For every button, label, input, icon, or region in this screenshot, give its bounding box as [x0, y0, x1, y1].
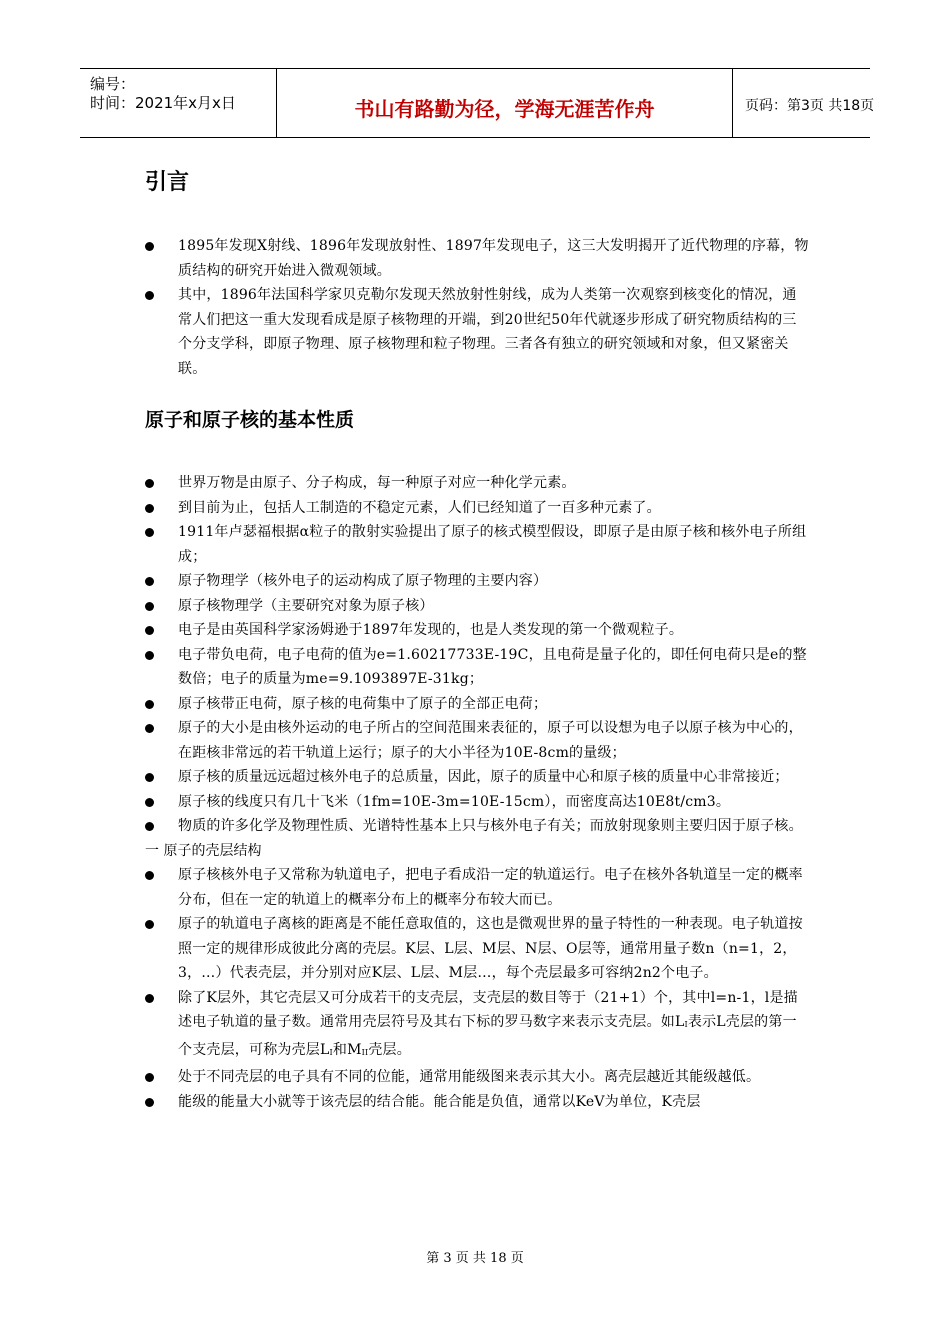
list-item: 原子核物理学（主要研究对象为原子核）: [145, 594, 810, 619]
list-item: 物质的许多化学及物理性质、光谱特性基本上只与核外电子有关；而放射现象则主要归因于原子核。: [145, 814, 810, 839]
bullet-icon: [145, 700, 154, 709]
section-title-introduction: 引言: [145, 170, 190, 195]
list-item: 到目前为止，包括人工制造的不稳定元素，人们已经知道了一百多种元素了。: [145, 496, 810, 521]
subsection-title-shell-structure: 一 原子的壳层结构: [145, 842, 262, 859]
bullet-icon: [145, 602, 154, 611]
list-item: 除了K层外，其它壳层又可分成若干的支壳层，支壳层的数目等于（21+1）个，其中l=n-1，l是描述电子轨道的量子数。通常用壳层符号及其右下标的罗马数字来表示支壳层。如$L_I$表示L壳层的第一个支壳层，可称为壳层$L_I$和$M_{II}$壳层。: [145, 986, 810, 1066]
header-info-cell: [80, 69, 277, 137]
list-item: 原子的轨道电子离核的距离是不能任意取值的，这也是微观世界的量子特性的一种表现。电子轨道按照一定的规律形成彼此分离的壳层。K层、L层、M层、N层、O层等，通常用量子数n（n=1，2，3，…）代表壳层，并分别对应K层、L层、M层…，每个壳层最多可容纳2n2个电子。: [145, 912, 810, 986]
header-motto-cell: [277, 69, 733, 137]
document-number-label: 编号：: [90, 75, 136, 93]
bullet-icon: [145, 626, 154, 635]
list-item: 能级的能量大小就等于该壳层的结合能。能合能是负值，通常以KeV为单位，K壳层: [145, 1090, 810, 1115]
header-table: [80, 68, 875, 138]
list-item: 1895年发现X射线、1896年发现放射性、1897年发现电子，这三大发明揭开了近代物理的序幕，物质结构的研究开始进入微观领域。: [145, 234, 810, 283]
bullet-icon: [145, 242, 154, 251]
list-item: 电子带负电荷，电子电荷的值为e=1.60217733E-19C，且电荷是量子化的，即任何电荷只是e的整数倍；电子的质量为me=9.1093897E-31kg；: [145, 643, 810, 692]
document-time-label: 时间：2021年x月x日: [90, 94, 236, 112]
list-item: 世界万物是由原子、分子构成，每一种原子对应一种化学元素。: [145, 471, 810, 496]
bullet-icon: [145, 479, 154, 488]
bullet-icon: [145, 994, 154, 1003]
bullet-icon: [145, 504, 154, 513]
bullet-icon: [145, 920, 154, 929]
list-item: 原子核核外电子又常称为轨道电子，把电子看成沿一定的轨道运行。电子在核外各轨道呈一定的概率分布，但在一定的轨道上的概率分布上的概率分布较大而已。: [145, 863, 810, 912]
header-motto: 书山有路勤为径，学海无涯苦作舟: [354, 97, 655, 121]
bullet-icon: [145, 1073, 154, 1082]
list-item: 原子的大小是由核外运动的电子所占的空间范围来表征的，原子可以设想为电子以原子核为中心的，在距核非常远的若干轨道上运行；原子的大小半径为10E-8cm的量级；: [145, 716, 810, 765]
list-item: 电子是由英国科学家汤姆逊于1897年发现的，也是人类发现的第一个微观粒子。: [145, 618, 810, 643]
bullet-icon: [145, 528, 154, 537]
bullet-icon: [145, 724, 154, 733]
section-title-atomic-properties: 原子和原子核的基本性质: [145, 409, 355, 431]
atomic-properties-list: [145, 471, 810, 839]
header-page-number: 页码：第3页 共18页: [745, 98, 875, 114]
list-item: 其中，1896年法国科学家贝克勒尔发现天然放射性射线，成为人类第一次观察到核变化的情况，通常人们把这一重大发现看成是原子核物理的开端，到20世纪50年代就逐步形成了研究物质结构的三个分支学科，即原子物理、原子核物理和粒子物理。三者各有独立的研究领域和对象，但又紧密关联。: [145, 283, 810, 381]
bullet-icon: [145, 651, 154, 660]
page-footer: 第 3 页 共 18 页: [426, 1251, 524, 1266]
bullet-icon: [145, 577, 154, 586]
list-item: 原子核的线度只有几十飞米（1fm=10E-3m=10E-15cm），而密度高达10E8t/cm3。: [145, 790, 810, 815]
bullet-icon: [145, 871, 154, 880]
bullet-icon: [145, 822, 154, 831]
list-item: 原子核带正电荷，原子核的电荷集中了原子的全部正电荷；: [145, 692, 810, 717]
shell-structure-list: [145, 863, 810, 1114]
bullet-icon: [145, 773, 154, 782]
bullet-icon: [145, 1098, 154, 1107]
bullet-icon: [145, 798, 154, 807]
bullet-icon: [145, 291, 154, 300]
list-item: 原子核的质量远远超过核外电子的总质量，因此，原子的质量中心和原子核的质量中心非常接近；: [145, 765, 810, 790]
list-item: 1911年卢瑟福根据α粒子的散射实验提出了原子的核式模型假设，即原子是由原子核和核外电子所组成；: [145, 520, 810, 569]
introduction-list: [145, 234, 810, 381]
document-body: [145, 168, 810, 1114]
list-item: 处于不同壳层的电子具有不同的位能，通常用能级图来表示其大小。离壳层越近其能级越低。: [145, 1065, 810, 1090]
list-item: 原子物理学（核外电子的运动构成了原子物理的主要内容）: [145, 569, 810, 594]
header-page-cell: [733, 69, 875, 137]
